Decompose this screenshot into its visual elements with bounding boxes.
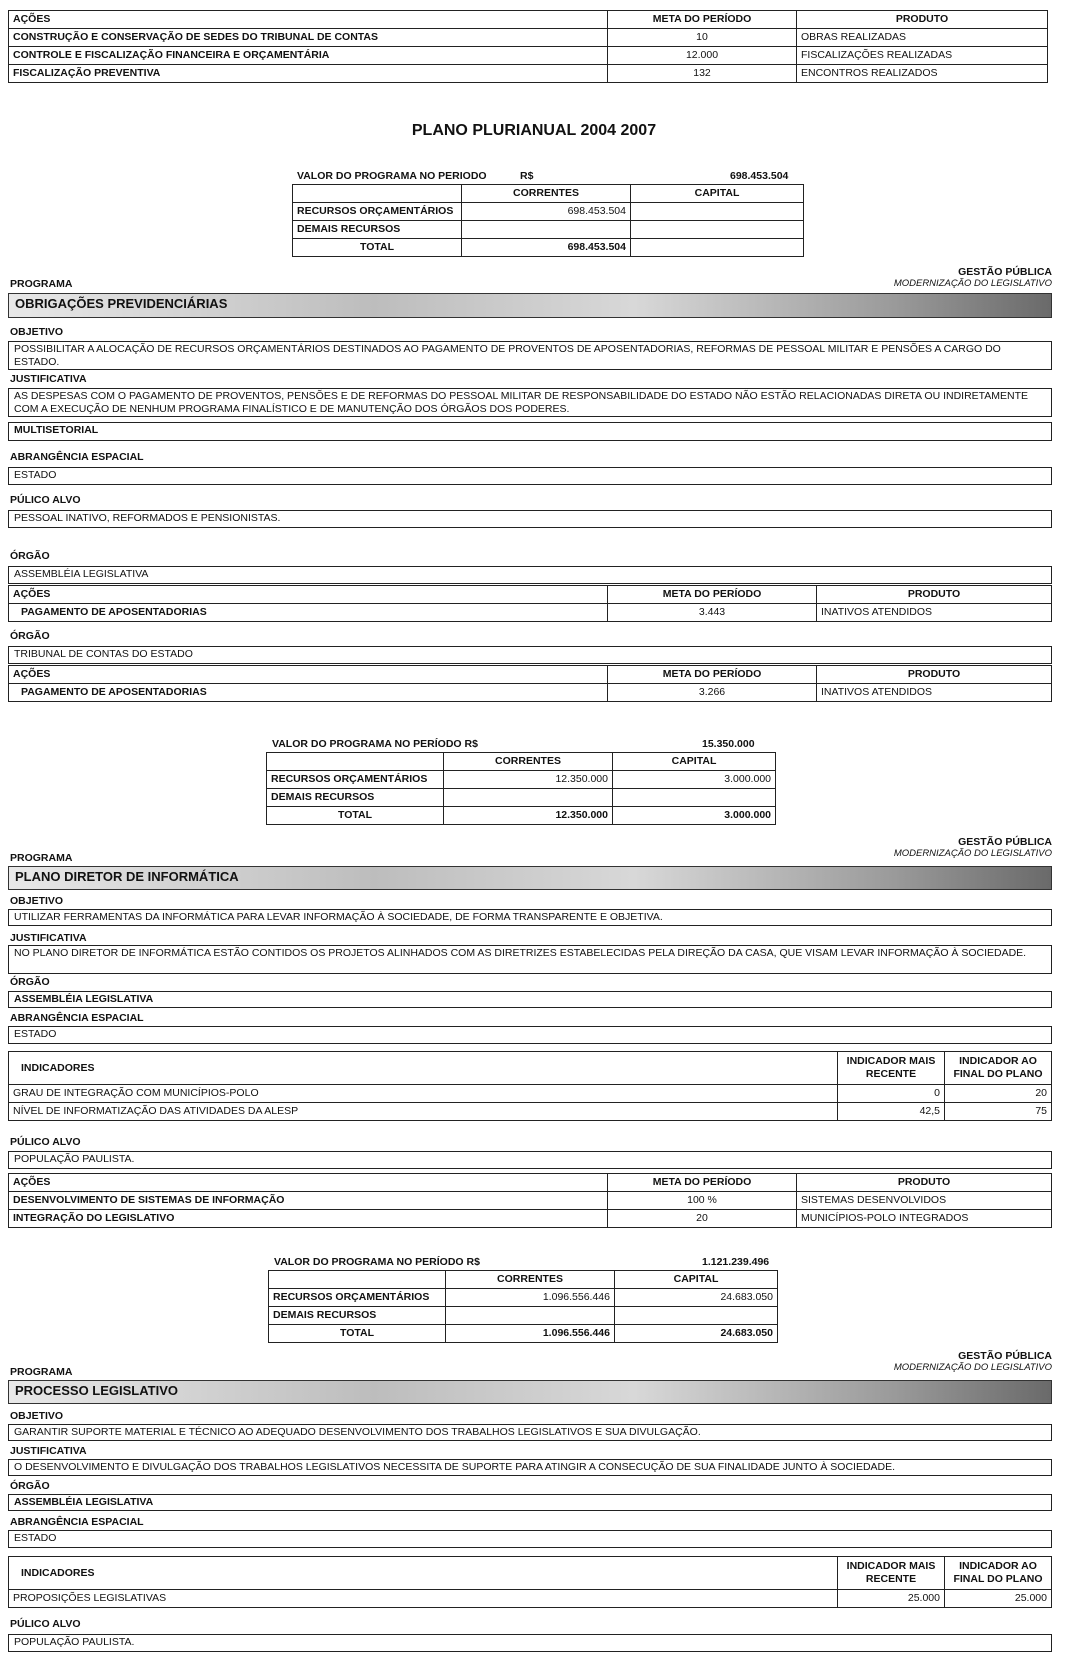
indicadores-table — [8, 1556, 1052, 1608]
col-header-acoes: AÇÕES — [9, 666, 608, 684]
orgao-label: ÓRGÃO — [10, 976, 50, 988]
col-header-produto: PRODUTO — [817, 666, 1052, 684]
table-row — [9, 1192, 1052, 1210]
acao-name: PAGAMENTO DE APOSENTADORIAS — [9, 684, 608, 702]
value-correntes: 698.453.504 — [462, 203, 631, 221]
acao-produto: INATIVOS ATENDIDOS — [817, 604, 1052, 622]
row-recursos-orcamentarios: RECURSOS ORÇAMENTÁRIOS — [269, 1289, 446, 1307]
table-row — [9, 47, 1048, 65]
value-capital: 3.000.000 — [613, 771, 776, 789]
acoes-table — [8, 665, 1052, 702]
col-header-produto: PRODUTO — [797, 1174, 1052, 1192]
gestao-label: GESTÃO PÚBLICA — [958, 266, 1052, 278]
value-correntes: 12.350.000 — [444, 771, 613, 789]
total-correntes: 698.453.504 — [462, 239, 631, 257]
col-correntes: CORRENTES — [462, 185, 631, 203]
value-capital — [631, 203, 804, 221]
orgao-label: ÓRGÃO — [10, 550, 50, 562]
justificativa-label: JUSTIFICATIVA — [10, 932, 87, 944]
publico-label: PÚLICO ALVO — [10, 494, 81, 506]
objetivo-label: OBJETIVO — [10, 1410, 64, 1422]
indicador-name: GRAU DE INTEGRAÇÃO COM MUNICÍPIOS-POLO — [9, 1085, 838, 1103]
col-header-indicador-recente: INDICADOR MAIS RECENTE — [838, 1052, 945, 1085]
program-name-bar: PLANO DIRETOR DE INFORMÁTICA — [8, 866, 1052, 890]
gestao-label: GESTÃO PÚBLICA — [958, 1350, 1052, 1362]
plan-title: PLANO PLURIANUAL 2004 2007 — [411, 122, 657, 139]
acao-produto: MUNICÍPIOS-POLO INTEGRADOS — [797, 1210, 1052, 1228]
objetivo-text: GARANTIR SUPORTE MATERIAL E TÉCNICO AO ADEQUADO DESENVOLVIMENTO DOS TRABALHOS LEGISLATIVOS E SUA DIVULGAÇÃO. — [8, 1424, 1052, 1441]
gestao-label: GESTÃO PÚBLICA — [958, 836, 1052, 848]
col-header-acoes: AÇÕES — [9, 586, 608, 604]
table-row — [9, 684, 1052, 702]
acao-meta: 12.000 — [608, 47, 797, 65]
orgao-text: ASSEMBLÉIA LEGISLATIVA — [8, 991, 1052, 1008]
objetivo-text: UTILIZAR FERRAMENTAS DA INFORMÁTICA PARA LEVAR INFORMAÇÃO À SOCIEDADE, DE FORMA TRANSPARENTE E OBJETIVA. — [8, 909, 1052, 926]
publico-label: PÚLICO ALVO — [10, 1618, 81, 1630]
acoes-table — [8, 585, 1052, 622]
acao-produto: SISTEMAS DESENVOLVIDOS — [797, 1192, 1052, 1210]
acao-produto: OBRAS REALIZADAS — [797, 29, 1048, 47]
total-capital: 24.683.050 — [615, 1325, 778, 1343]
table-row — [9, 604, 1052, 622]
publico-text: POPULAÇÃO PAULISTA. — [8, 1634, 1052, 1652]
table-row — [9, 1085, 1052, 1103]
col-header-produto: PRODUTO — [817, 586, 1052, 604]
acao-name: DESENVOLVIMENTO DE SISTEMAS DE INFORMAÇÃO — [9, 1192, 608, 1210]
table-row — [9, 1590, 1052, 1608]
col-capital: CAPITAL — [615, 1271, 778, 1289]
publico-label: PÚLICO ALVO — [10, 1136, 81, 1148]
valor-programa-header: VALOR DO PROGRAMA NO PERÍODO R$ — [272, 738, 478, 750]
acao-meta: 10 — [608, 29, 797, 47]
valor-programa-header: VALOR DO PROGRAMA NO PERÍODO R$ — [274, 1256, 480, 1268]
valor-programa-header: VALOR DO PROGRAMA NO PERIODO — [297, 170, 487, 182]
valor-programa-total: 1.121.239.496 — [702, 1256, 770, 1268]
valor-programa-total: 15.350.000 — [702, 738, 755, 750]
abrangencia-text: ESTADO — [8, 1026, 1052, 1044]
col-capital: CAPITAL — [613, 753, 776, 771]
col-header-indicadores: INDICADORES — [9, 1557, 838, 1590]
gestao-sublabel: MODERNIZAÇÃO DO LEGISLATIVO — [893, 848, 1052, 859]
acao-name: INTEGRAÇÃO DO LEGISLATIVO — [9, 1210, 608, 1228]
col-header-meta: META DO PERÍODO — [608, 666, 817, 684]
table-row — [9, 1103, 1052, 1121]
total-capital: 3.000.000 — [613, 807, 776, 825]
valor-programa-total: 698.453.504 — [730, 170, 789, 182]
acao-produto: ENCONTROS REALIZADOS — [797, 65, 1048, 83]
row-demais-recursos: DEMAIS RECURSOS — [269, 1307, 446, 1325]
indicador-recente: 0 — [838, 1085, 945, 1103]
publico-text: POPULAÇÃO PAULISTA. — [8, 1151, 1052, 1169]
justificativa-label: JUSTIFICATIVA — [10, 373, 87, 385]
publico-text: PESSOAL INATIVO, REFORMADOS E PENSIONISTAS. — [8, 510, 1052, 528]
multisetorial-bar: MULTISETORIAL — [8, 422, 1052, 441]
acao-name: FISCALIZAÇÃO PREVENTIVA — [9, 65, 608, 83]
row-demais-recursos: DEMAIS RECURSOS — [293, 221, 462, 239]
row-recursos-orcamentarios: RECURSOS ORÇAMENTÁRIOS — [293, 203, 462, 221]
abrangencia-label: ABRANGÊNCIA ESPACIAL — [10, 1012, 144, 1024]
col-header-acoes: AÇÕES — [9, 11, 608, 29]
programa-label: PROGRAMA — [10, 278, 73, 290]
indicador-name: PROPOSIÇÕES LEGISLATIVAS — [9, 1590, 838, 1608]
col-header-produto: PRODUTO — [797, 11, 1048, 29]
justificativa-label: JUSTIFICATIVA — [10, 1445, 87, 1457]
acao-meta: 132 — [608, 65, 797, 83]
value-correntes: 1.096.556.446 — [446, 1289, 615, 1307]
program-name-bar: OBRIGAÇÕES PREVIDENCIÁRIAS — [8, 293, 1052, 318]
col-header-indicador-recente: INDICADOR MAIS RECENTE — [838, 1557, 945, 1590]
objetivo-label: OBJETIVO — [10, 895, 64, 907]
indicadores-table — [8, 1051, 1052, 1121]
indicador-final: 25.000 — [945, 1590, 1052, 1608]
top-actions-table — [8, 10, 1048, 83]
abrangencia-text: ESTADO — [8, 1530, 1052, 1548]
objetivo-text: POSSIBILITAR A ALOCAÇÃO DE RECURSOS ORÇAMENTÁRIOS DESTINADOS AO PAGAMENTO DE PROVENTOS DE APOSENTADORIAS, REFORMAS DE PESSOAL MILITAR E PENSÕES A CARGO DO ESTADO. — [8, 341, 1052, 370]
acao-produto: INATIVOS ATENDIDOS — [817, 684, 1052, 702]
gestao-publica-block — [894, 1350, 1052, 1373]
indicador-recente: 25.000 — [838, 1590, 945, 1608]
justificativa-text: NO PLANO DIRETOR DE INFORMÁTICA ESTÃO CONTIDOS OS PROJETOS ALINHADOS COM AS DIRETRIZES ESTABELECIDAS PELA DIREÇÃO DA CASA, QUE VISAM LEVAR INFORMAÇÃO À SOCIEDADE. — [8, 945, 1052, 974]
acao-meta: 100 % — [608, 1192, 797, 1210]
acao-name: CONTROLE E FISCALIZAÇÃO FINANCEIRA E ORÇAMENTÁRIA — [9, 47, 608, 65]
acao-meta: 3.266 — [608, 684, 817, 702]
row-total: TOTAL — [269, 1325, 446, 1343]
values-table-3 — [268, 1270, 778, 1343]
col-capital: CAPITAL — [631, 185, 804, 203]
justificativa-text: AS DESPESAS COM O PAGAMENTO DE PROVENTOS, PENSÕES E DE REFORMAS DO PESSOAL MILITAR DE RESPONSABILIDADE DO ESTADO NÃO ESTÃO RELACIONADAS DIRETA OU INDIRETAMENTE COM A EXECUÇÃO DE NENHUM PROGRAMA FINALÍSTICO E DE MANUTENÇÃO DOS ÓRGÃOS DOS PODERES. — [8, 388, 1052, 417]
gestao-sublabel: MODERNIZAÇÃO DO LEGISLATIVO — [893, 1362, 1052, 1373]
abrangencia-label: ABRANGÊNCIA ESPACIAL — [10, 1516, 144, 1528]
objetivo-label: OBJETIVO — [10, 326, 64, 338]
values-table-1 — [292, 184, 804, 257]
table-row — [9, 1210, 1052, 1228]
gestao-sublabel: MODERNIZAÇÃO DO LEGISLATIVO — [893, 278, 1052, 289]
abrangencia-text: ESTADO — [8, 467, 1052, 485]
acao-meta: 20 — [608, 1210, 797, 1228]
indicador-final: 75 — [945, 1103, 1052, 1121]
orgao-label: ÓRGÃO — [10, 1480, 50, 1492]
col-header-meta: META DO PERÍODO — [608, 1174, 797, 1192]
abrangencia-label: ABRANGÊNCIA ESPACIAL — [10, 451, 144, 463]
table-row — [9, 29, 1048, 47]
acoes-table — [8, 1173, 1052, 1228]
col-header-indicadores: INDICADORES — [9, 1052, 838, 1085]
total-capital — [631, 239, 804, 257]
col-header-indicador-final: INDICADOR AO FINAL DO PLANO — [945, 1557, 1052, 1590]
col-header-acoes: AÇÕES — [9, 1174, 608, 1192]
total-correntes: 12.350.000 — [444, 807, 613, 825]
row-recursos-orcamentarios: RECURSOS ORÇAMENTÁRIOS — [267, 771, 444, 789]
justificativa-text: O DESENVOLVIMENTO E DIVULGAÇÃO DOS TRABALHOS LEGISLATIVOS NECESSITA DE SUPORTE PARA ATINGIR A CONSECUÇÃO DE SUA FINALIDADE JUNTO À SOCIEDADE. — [8, 1459, 1052, 1476]
gestao-publica-block — [894, 266, 1052, 289]
orgao-text: TRIBUNAL DE CONTAS DO ESTADO — [8, 646, 1052, 664]
values-table-2 — [266, 752, 776, 825]
col-correntes: CORRENTES — [446, 1271, 615, 1289]
col-header-meta: META DO PERÍODO — [608, 11, 797, 29]
indicador-final: 20 — [945, 1085, 1052, 1103]
total-correntes: 1.096.556.446 — [446, 1325, 615, 1343]
col-correntes: CORRENTES — [444, 753, 613, 771]
value-capital: 24.683.050 — [615, 1289, 778, 1307]
orgao-label: ÓRGÃO — [10, 630, 50, 642]
programa-label: PROGRAMA — [10, 1366, 73, 1378]
indicador-name: NÍVEL DE INFORMATIZAÇÃO DAS ATIVIDADES DA ALESP — [9, 1103, 838, 1121]
orgao-text: ASSEMBLÉIA LEGISLATIVA — [8, 566, 1052, 584]
col-header-indicador-final: INDICADOR AO FINAL DO PLANO — [945, 1052, 1052, 1085]
indicador-recente: 42,5 — [838, 1103, 945, 1121]
program-name-bar: PROCESSO LEGISLATIVO — [8, 1380, 1052, 1404]
gestao-publica-block — [894, 836, 1052, 859]
row-total: TOTAL — [267, 807, 444, 825]
orgao-text: ASSEMBLÉIA LEGISLATIVA — [8, 1494, 1052, 1511]
acao-meta: 3.443 — [608, 604, 817, 622]
col-header-meta: META DO PERÍODO — [608, 586, 817, 604]
acao-name: CONSTRUÇÃO E CONSERVAÇÃO DE SEDES DO TRIBUNAL DE CONTAS — [9, 29, 608, 47]
acao-name: PAGAMENTO DE APOSENTADORIAS — [9, 604, 608, 622]
table-row — [9, 65, 1048, 83]
currency-label: R$ — [520, 170, 534, 182]
row-demais-recursos: DEMAIS RECURSOS — [267, 789, 444, 807]
row-total: TOTAL — [293, 239, 462, 257]
programa-label: PROGRAMA — [10, 852, 73, 864]
acao-produto: FISCALIZAÇÕES REALIZADAS — [797, 47, 1048, 65]
